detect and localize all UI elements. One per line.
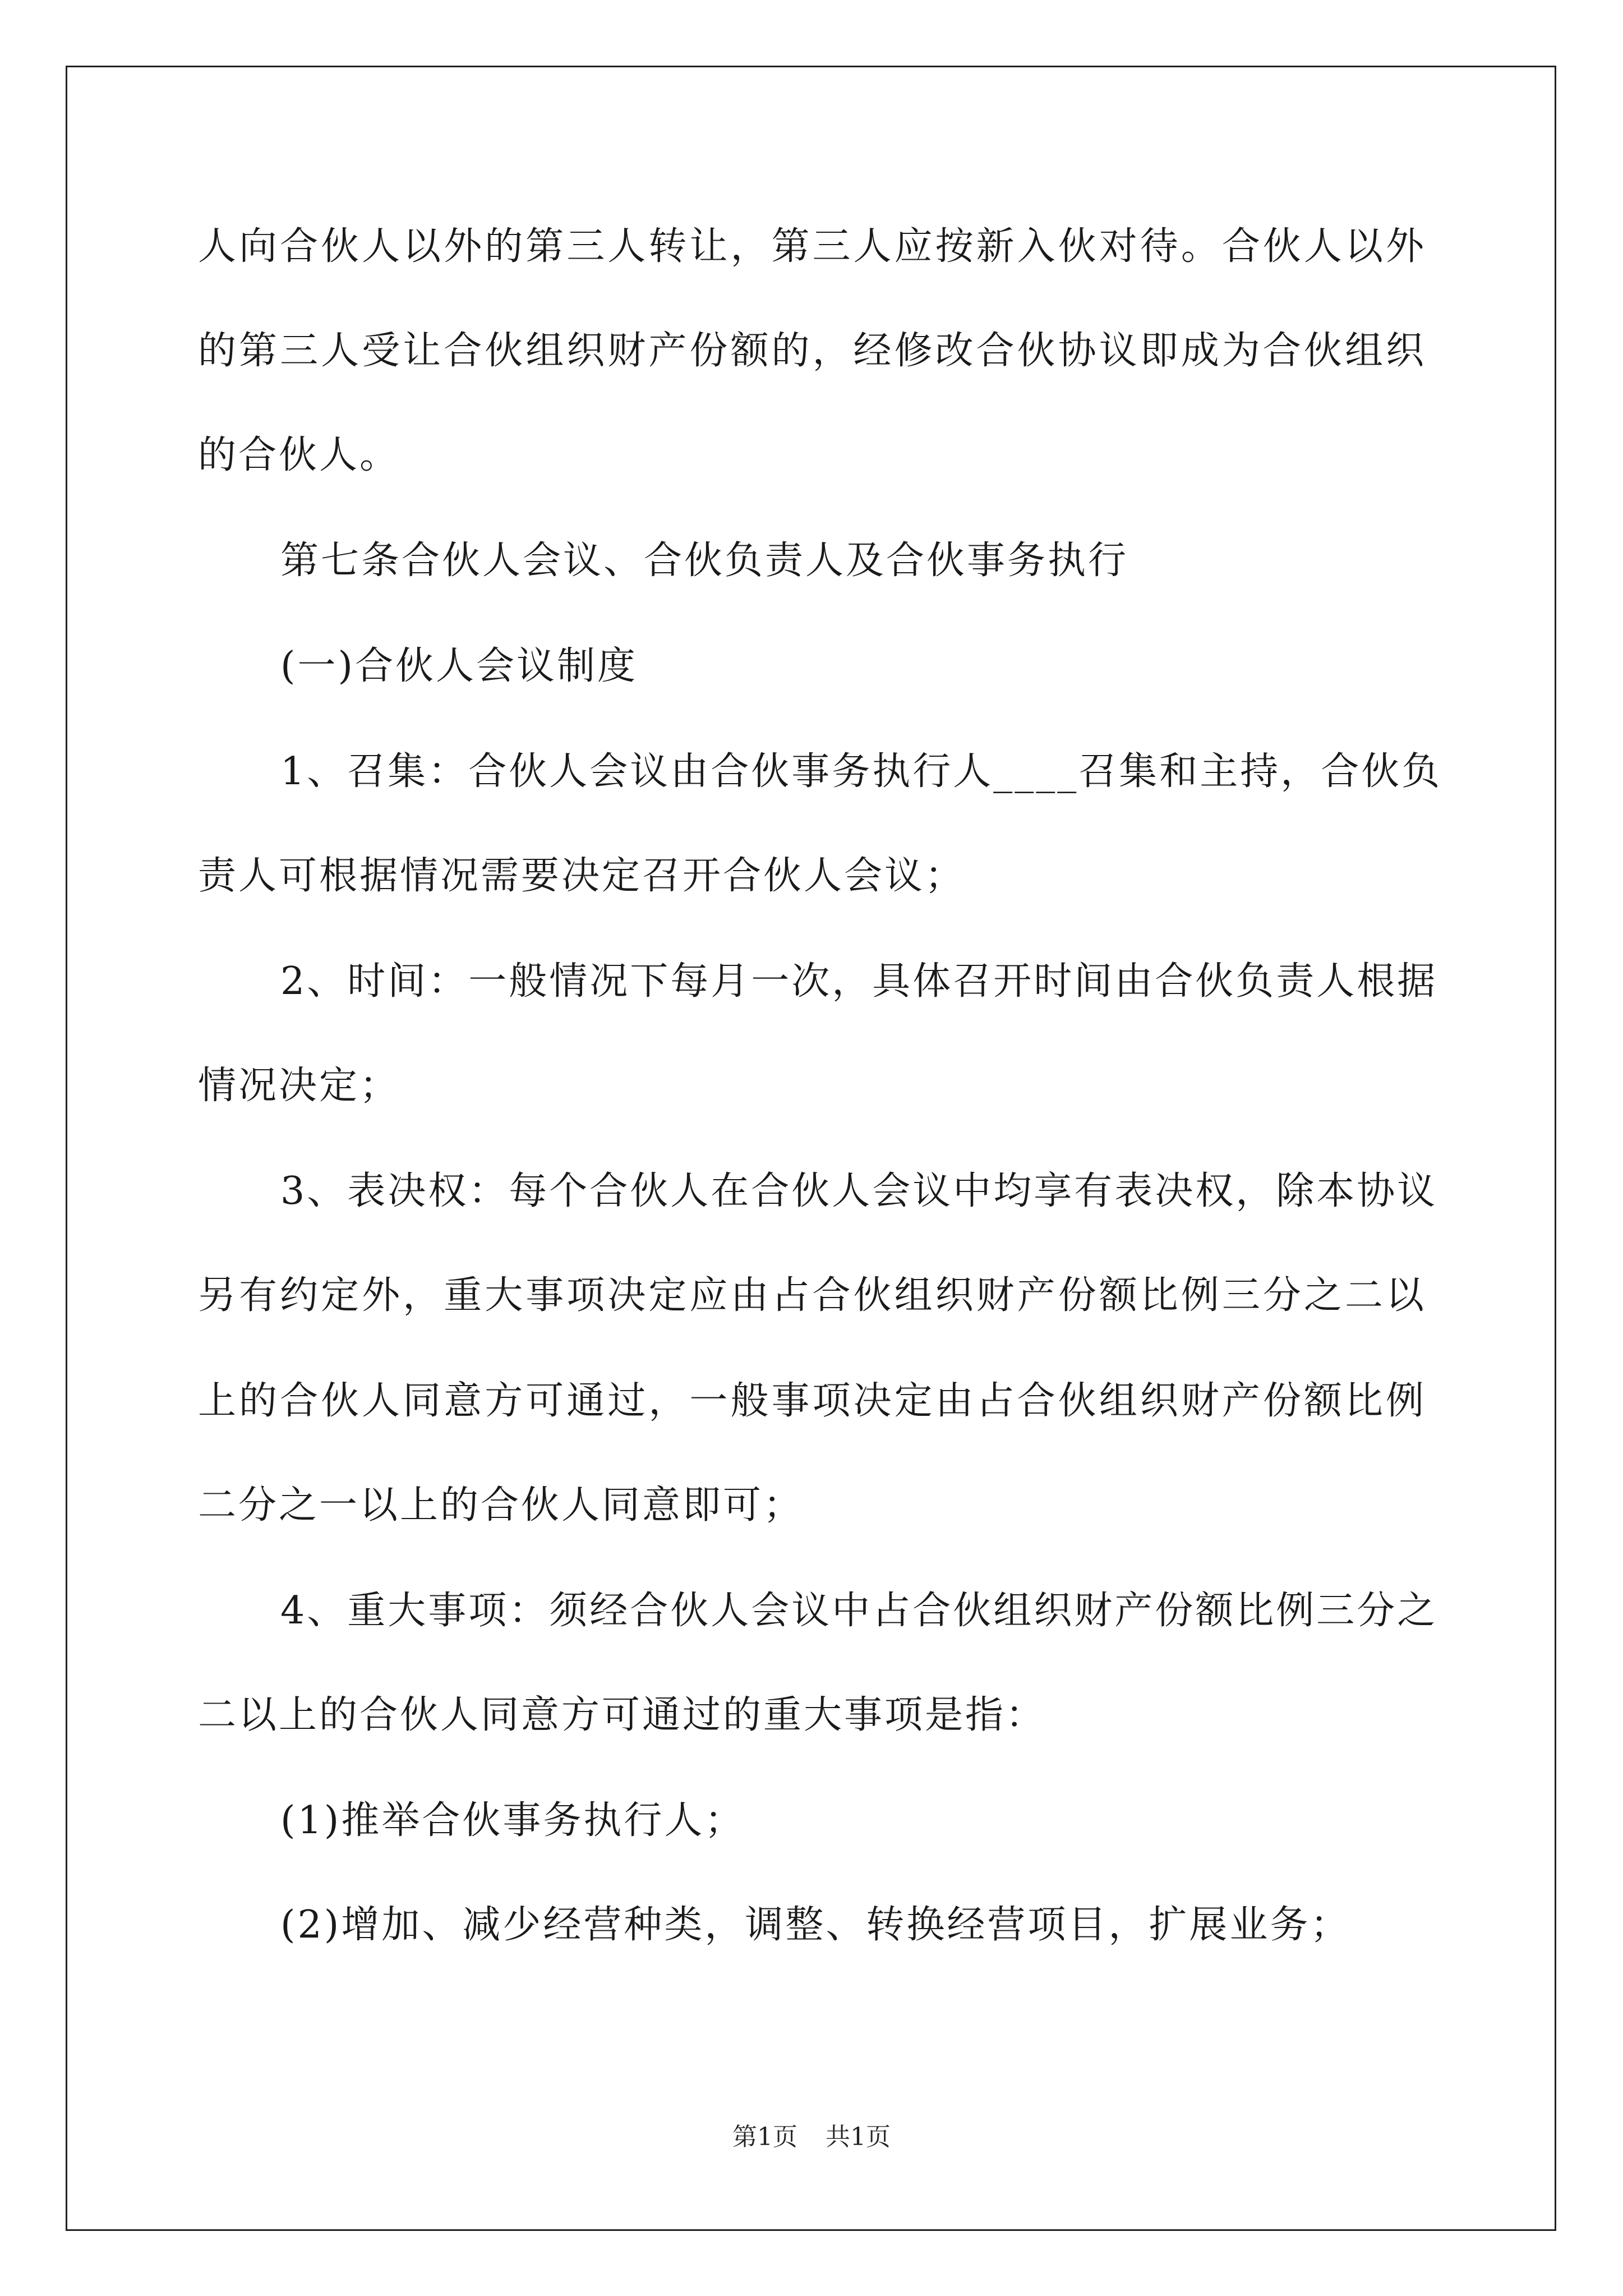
text-line: 人向合伙人以外的第三人转让，第三人应按新入伙对待。合伙人以外 <box>198 224 1426 269</box>
text-line: 2、时间：一般情况下每月一次，具体召开时间由合伙负责人根据 <box>280 959 1438 1004</box>
text-line: 二以上的合伙人同意方可通过的重大事项是指： <box>198 1693 1046 1737</box>
page-footer <box>0 2120 1623 2154</box>
text-line: 1、召集：合伙人会议由合伙事务执行人____召集和主持，合伙负 <box>280 749 1442 794</box>
list-item: (1)推举合伙事务执行人； <box>280 1798 745 1843</box>
section-heading: (一)合伙人会议制度 <box>280 644 638 688</box>
text-line: 的第三人受让合伙组织财产份额的，经修改合伙协议即成为合伙组织 <box>198 329 1426 373</box>
page-number: 第1页 <box>732 2123 797 2151</box>
list-item: (2)增加、减少经营种类，调整、转换经营项目，扩展业务； <box>280 1903 1351 1947</box>
text-line: 另有约定外，重大事项决定应由占合伙组织财产份额比例三分之二以 <box>198 1273 1426 1318</box>
text-line: 情况决定； <box>198 1064 400 1108</box>
article-heading: 第七条合伙人会议、合伙负责人及合伙事务执行 <box>280 539 1129 583</box>
text-line: 二分之一以上的合伙人同意即可； <box>198 1483 804 1527</box>
text-line: 4、重大事项：须经合伙人会议中占合伙组织财产份额比例三分之 <box>280 1589 1438 1633</box>
text-line: 3、表决权：每个合伙人在合伙人会议中均享有表决权，除本协议 <box>280 1169 1438 1213</box>
text-line: 上的合伙人同意方可通过，一般事项决定由占合伙组织财产份额比例 <box>198 1379 1426 1423</box>
text-line: 责人可根据情况需要决定召开合伙人会议； <box>198 854 966 898</box>
page-total: 共1页 <box>826 2123 891 2151</box>
text-line: 的合伙人。 <box>198 433 400 477</box>
